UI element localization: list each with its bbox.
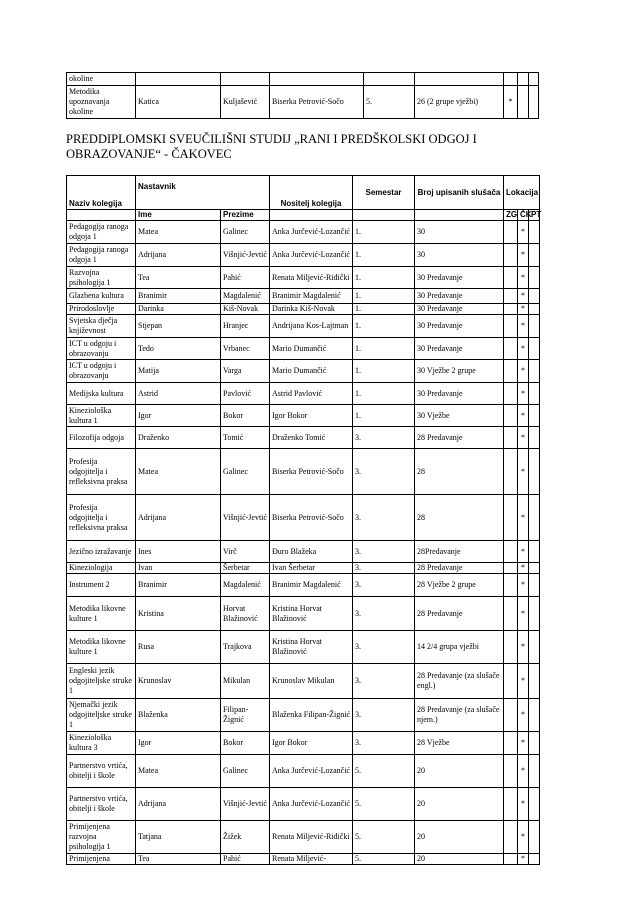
semester: 3.: [353, 495, 415, 541]
semester: 5.: [353, 755, 415, 788]
course-holder: Igor Bokor: [270, 405, 353, 427]
location-pt: [529, 574, 540, 597]
enrolled-count: 14 2/4 grupa vježbi: [415, 631, 504, 664]
first-name: Branimir: [136, 289, 221, 304]
location-pt: [529, 73, 539, 86]
location-zg: [504, 732, 518, 755]
course-holder: Andrijana Kos-Lajtman: [270, 315, 353, 338]
location-pt: [529, 427, 540, 449]
location-pt: [529, 244, 540, 267]
table-row: [67, 221, 540, 244]
last-name: [221, 73, 270, 86]
semester: 3.: [353, 732, 415, 755]
location-pt: [529, 854, 540, 865]
course-holder: Mario Dumančić: [270, 360, 353, 383]
last-name: Pavlović: [221, 383, 270, 405]
first-name: Matea: [136, 755, 221, 788]
semester: 3.: [353, 541, 415, 563]
first-name: [136, 73, 221, 86]
location-zg: [504, 427, 518, 449]
location-ck: *: [518, 267, 529, 289]
semester: 1.: [353, 315, 415, 338]
enrolled-count: 28: [415, 449, 504, 495]
first-name: Stjepan: [136, 315, 221, 338]
enrolled-count: 28 Predavanje: [415, 563, 504, 574]
course-holder: Blaženka Filipan-Žignić: [270, 699, 353, 732]
enrolled-count: 30 Vježbe: [415, 405, 504, 427]
table-row: [67, 541, 540, 563]
location-ck: *: [518, 338, 529, 360]
enrolled-count: 28 Predavanje (za slušače njem.): [415, 699, 504, 732]
course-name: Njemački jezik odgojiteljske struke 1: [67, 699, 136, 732]
last-name: Magdalenić: [221, 574, 270, 597]
location-ck: *: [518, 597, 529, 631]
location-zg: [504, 405, 518, 427]
enrolled-count: 30 Predavanje: [415, 383, 504, 405]
location-ck: *: [518, 495, 529, 541]
last-name: Višnjić-Jevtić: [221, 244, 270, 267]
semester: 1.: [353, 267, 415, 289]
table-header-row: [67, 176, 540, 210]
location-pt: [529, 821, 540, 854]
location-pt: [529, 631, 540, 664]
enrolled-count: 30: [415, 244, 504, 267]
table-row: [67, 289, 540, 304]
enrolled-count: 30 Predavanje: [415, 315, 504, 338]
semester: 5.: [353, 788, 415, 821]
course-holder: Renata Miljević-: [270, 854, 353, 865]
last-name: Trajkova: [221, 631, 270, 664]
location-ck: *: [518, 405, 529, 427]
last-name: Kiš-Novak: [221, 304, 270, 315]
last-name: Filipan-Žignić: [221, 699, 270, 732]
course-name: Glazbena kultura: [67, 289, 136, 304]
semester: 3.: [353, 563, 415, 574]
location-ck: *: [518, 755, 529, 788]
location-pt: [529, 221, 540, 244]
first-name: Ines: [136, 541, 221, 563]
table-row: [67, 304, 540, 315]
enrolled-count: 28 Predavanje: [415, 427, 504, 449]
table-row: [67, 244, 540, 267]
location-zg: [504, 304, 518, 315]
location-pt: [529, 449, 540, 495]
location-pt: [529, 405, 540, 427]
course-name: Partnerstvo vrtića, obitelji i škole: [67, 755, 136, 788]
header-pt: PT: [529, 210, 540, 221]
location-zg: [504, 221, 518, 244]
location-zg: [504, 360, 518, 383]
location-pt: [529, 495, 540, 541]
subheader-empty: [270, 210, 353, 221]
table-row: [67, 267, 540, 289]
course-holder: Branimir Magdalenić: [270, 574, 353, 597]
course-name: Engleski jezik odgojiteljske struke 1: [67, 664, 136, 699]
course-name: okoline: [67, 73, 136, 86]
course-name: Pedagogija ranoga odgoja 1: [67, 221, 136, 244]
enrolled-count: 20: [415, 821, 504, 854]
location-zg: [504, 854, 518, 865]
course-holder: Krunoslav Mikulan: [270, 664, 353, 699]
course-holder: Draženko Tomić: [270, 427, 353, 449]
semester: [364, 73, 415, 86]
enrolled-count: 28 Predavanje (za slušače engl.): [415, 664, 504, 699]
location-ck: *: [518, 563, 529, 574]
location-pt: [529, 338, 540, 360]
first-name: Astrid: [136, 383, 221, 405]
table-row: [67, 699, 540, 732]
course-name: Pedagogija ranoga odgoja 1: [67, 244, 136, 267]
table-row: [67, 755, 540, 788]
location-zg: [504, 315, 518, 338]
location-zg: [504, 563, 518, 574]
table-row: [67, 73, 539, 86]
location-ck: *: [518, 732, 529, 755]
semester: 1.: [353, 338, 415, 360]
location-ck: *: [518, 574, 529, 597]
course-holder: Kristina Horvat Blažinović: [270, 631, 353, 664]
last-name: Hranjec: [221, 315, 270, 338]
header-teacher: Nastavnik: [136, 176, 270, 210]
table-row: [67, 315, 540, 338]
table-row: [67, 821, 540, 854]
first-name: Kristina: [136, 597, 221, 631]
table-row: [67, 427, 540, 449]
section-heading: PREDDIPLOMSKI SVEUČILIŠNI STUDIJ „RANI I PREDŠKOLSKI ODGOJ I OBRAZOVANJE“ - ČAKOVEC: [66, 132, 477, 161]
location-ck: *: [518, 427, 529, 449]
course-name: Profesija odgojitelja i refleksivna praksa: [67, 495, 136, 541]
header-course-holder: Nositelj kolegija: [270, 176, 353, 210]
last-name: Horvat Blažinović: [221, 597, 270, 631]
location-zg: [504, 449, 518, 495]
course-name: Profesija odgojitelja i refleksivna praksa: [67, 449, 136, 495]
last-name: Pahić: [221, 267, 270, 289]
course-holder: Biserka Petrović-Sočo: [270, 449, 353, 495]
location-pt: [529, 86, 539, 119]
header-ck: ČK: [518, 210, 529, 221]
course-holder: Đuro Blažeka: [270, 541, 353, 563]
location-ck: [518, 73, 529, 86]
semester: 1.: [353, 304, 415, 315]
first-name: Draženko: [136, 427, 221, 449]
semester: 3.: [353, 699, 415, 732]
table-row: [67, 495, 540, 541]
location-zg: [504, 541, 518, 563]
semester: 3.: [353, 597, 415, 631]
table-row: [67, 631, 540, 664]
last-name: Šerbetar: [221, 563, 270, 574]
enrolled-count: 26 (2 grupe vježbi): [415, 86, 504, 119]
enrolled-count: 28 Vježbe: [415, 732, 504, 755]
course-name: Primijenjena razvojna psihologija 1: [67, 821, 136, 854]
location-ck: *: [518, 854, 529, 865]
course-name: Partnerstvo vrtića, obitelji i škole: [67, 788, 136, 821]
first-name: Adrijana: [136, 788, 221, 821]
location-pt: [529, 315, 540, 338]
course-holder: Ivan Šerbetar: [270, 563, 353, 574]
last-name: Tomić: [221, 427, 270, 449]
course-holder: Igor Bokor: [270, 732, 353, 755]
location-ck: *: [518, 699, 529, 732]
course-name: Metodika likovne kulture 1: [67, 631, 136, 664]
table-row: [67, 449, 540, 495]
first-name: Katica: [136, 86, 221, 119]
enrolled-count: 28 Vježbe 2 grupe: [415, 574, 504, 597]
enrolled-count: 30 Predavanje: [415, 289, 504, 304]
location-pt: [529, 597, 540, 631]
first-name: Adrijana: [136, 244, 221, 267]
semester: 1.: [353, 383, 415, 405]
last-name: Bokor: [221, 405, 270, 427]
location-ck: *: [518, 821, 529, 854]
table-row: [67, 360, 540, 383]
top-table-body: [67, 73, 539, 119]
location-ck: *: [518, 664, 529, 699]
subheader-empty: [415, 210, 504, 221]
location-ck: *: [518, 383, 529, 405]
course-holder: Renata Miljević-Riđički: [270, 267, 353, 289]
course-holder: Anka Jurčević-Lozančić: [270, 755, 353, 788]
semester: 3.: [353, 449, 415, 495]
course-holder: Darinka Kiš-Novak: [270, 304, 353, 315]
enrolled-count: [415, 73, 504, 86]
last-name: Pahić: [221, 854, 270, 865]
course-name: Svjetska dječja književnost: [67, 315, 136, 338]
semester: 1.: [353, 289, 415, 304]
course-table: [66, 175, 540, 865]
first-name: Adrijana: [136, 495, 221, 541]
enrolled-count: 28Predavanje: [415, 541, 504, 563]
course-name: ICT u odgoju i obrazovanju: [67, 338, 136, 360]
location-zg: [504, 597, 518, 631]
first-name: Igor: [136, 732, 221, 755]
first-name: Matea: [136, 221, 221, 244]
course-name: Kineziologija: [67, 563, 136, 574]
semester: 3.: [353, 574, 415, 597]
first-name: Rusa: [136, 631, 221, 664]
first-name: Matea: [136, 449, 221, 495]
location-pt: [529, 563, 540, 574]
header-first-name: Ime: [136, 210, 221, 221]
first-name: Tea: [136, 267, 221, 289]
header-course-name: Naziv kolegija: [67, 176, 136, 210]
course-holder: Anka Jurčević-Lozančić: [270, 221, 353, 244]
location-pt: [529, 383, 540, 405]
course-name: Metodika upoznavanja okoline: [67, 86, 136, 119]
location-zg: *: [504, 86, 518, 119]
location-ck: *: [518, 449, 529, 495]
enrolled-count: 28: [415, 495, 504, 541]
table-row: [67, 383, 540, 405]
semester: 3.: [353, 427, 415, 449]
location-ck: *: [518, 289, 529, 304]
location-zg: [504, 267, 518, 289]
last-name: Virč: [221, 541, 270, 563]
location-pt: [529, 267, 540, 289]
course-holder: Anka Jurčević-Lozančić: [270, 788, 353, 821]
course-name: Metodika likovne kulture 1: [67, 597, 136, 631]
location-zg: [504, 631, 518, 664]
table-row: [67, 574, 540, 597]
last-name: Mikulan: [221, 664, 270, 699]
first-name: Krunoslav: [136, 664, 221, 699]
location-ck: *: [518, 631, 529, 664]
table-row: [67, 405, 540, 427]
semester: 5.: [364, 86, 415, 119]
course-holder: Astrid Pavlović: [270, 383, 353, 405]
first-name: Darinka: [136, 304, 221, 315]
header-last-name: Prezime: [221, 210, 270, 221]
enrolled-count: 30 Predavanje: [415, 338, 504, 360]
table-row: [67, 597, 540, 631]
location-zg: [504, 574, 518, 597]
location-pt: [529, 788, 540, 821]
course-holder: Biserka Petrović-Sočo: [270, 495, 353, 541]
first-name: Tedo: [136, 338, 221, 360]
header-zg: ZG: [504, 210, 518, 221]
table-row: [67, 563, 540, 574]
location-zg: [504, 289, 518, 304]
subheader-empty: [67, 210, 136, 221]
enrolled-count: 30 Predavanje: [415, 304, 504, 315]
location-zg: [504, 244, 518, 267]
first-name: Tea: [136, 854, 221, 865]
last-name: Galinec: [221, 755, 270, 788]
location-zg: [504, 821, 518, 854]
enrolled-count: 20: [415, 854, 504, 865]
last-name: Bokor: [221, 732, 270, 755]
course-holder: [270, 73, 364, 86]
header-semester: Semestar: [353, 176, 415, 210]
course-name: Primijenjena: [67, 854, 136, 865]
top-course-table: [66, 72, 539, 119]
location-pt: [529, 289, 540, 304]
location-pt: [529, 664, 540, 699]
course-holder: Mario Dumančić: [270, 338, 353, 360]
last-name: Kuljašević: [221, 86, 270, 119]
semester: 1.: [353, 221, 415, 244]
location-zg: [504, 338, 518, 360]
enrolled-count: 30: [415, 221, 504, 244]
semester: 5.: [353, 854, 415, 865]
location-zg: [504, 788, 518, 821]
location-pt: [529, 699, 540, 732]
last-name: Galinec: [221, 449, 270, 495]
first-name: Branimir: [136, 574, 221, 597]
enrolled-count: 28 Predavanje: [415, 597, 504, 631]
first-name: Matija: [136, 360, 221, 383]
first-name: Ivan: [136, 563, 221, 574]
course-name: Filozofija odgoja: [67, 427, 136, 449]
course-holder: Biserka Petrović-Sočo: [270, 86, 364, 119]
location-pt: [529, 541, 540, 563]
location-ck: *: [518, 244, 529, 267]
header-location: Lokacija: [504, 176, 540, 210]
location-ck: *: [518, 541, 529, 563]
location-ck: *: [518, 304, 529, 315]
course-name: Kineziološka kultura 3: [67, 732, 136, 755]
table-row: [67, 86, 539, 119]
course-holder: Anka Jurčević-Lozančić: [270, 244, 353, 267]
location-ck: *: [518, 221, 529, 244]
location-zg: [504, 699, 518, 732]
location-zg: [504, 755, 518, 788]
course-name: Jezično izražavanje: [67, 541, 136, 563]
location-zg: [504, 495, 518, 541]
course-name: Medijska kultura: [67, 383, 136, 405]
table-subheader-row: [67, 210, 540, 221]
table-row: [67, 732, 540, 755]
course-name: Instrument 2: [67, 574, 136, 597]
semester: 3.: [353, 631, 415, 664]
last-name: Galinec: [221, 221, 270, 244]
semester: 5.: [353, 821, 415, 854]
table-row: [67, 788, 540, 821]
course-table-body: [67, 176, 540, 865]
subheader-empty: [353, 210, 415, 221]
course-holder: Branimir Magdalenić: [270, 289, 353, 304]
location-pt: [529, 360, 540, 383]
last-name: Višnjić-Jevtić: [221, 495, 270, 541]
first-name: Igor: [136, 405, 221, 427]
location-pt: [529, 755, 540, 788]
enrolled-count: 20: [415, 788, 504, 821]
location-ck: *: [518, 315, 529, 338]
location-ck: [518, 86, 529, 119]
location-zg: [504, 383, 518, 405]
last-name: Višnjić-Jevtić: [221, 788, 270, 821]
table-row: [67, 338, 540, 360]
last-name: Vrbanec: [221, 338, 270, 360]
enrolled-count: 30 Vježbe 2 grupe: [415, 360, 504, 383]
first-name: Tatjana: [136, 821, 221, 854]
location-zg: [504, 73, 518, 86]
semester: 1.: [353, 360, 415, 383]
first-name: Blaženka: [136, 699, 221, 732]
location-ck: *: [518, 360, 529, 383]
location-ck: *: [518, 788, 529, 821]
course-holder: Renata Miljević-Riđički: [270, 821, 353, 854]
semester: 1.: [353, 405, 415, 427]
semester: 3.: [353, 664, 415, 699]
location-pt: [529, 732, 540, 755]
location-zg: [504, 664, 518, 699]
course-name: Kineziološka kultura 1: [67, 405, 136, 427]
table-row: [67, 854, 540, 865]
table-row: [67, 664, 540, 699]
semester: 1.: [353, 244, 415, 267]
course-name: Razvojna psihologija 1: [67, 267, 136, 289]
header-enrolled: Broj upisanih slušača: [415, 176, 504, 210]
last-name: Magdalenić: [221, 289, 270, 304]
course-name: ICT u odgoju i obrazovanju: [67, 360, 136, 383]
enrolled-count: 20: [415, 755, 504, 788]
location-pt: [529, 304, 540, 315]
last-name: Žižek: [221, 821, 270, 854]
course-name: Prirodoslovlje: [67, 304, 136, 315]
enrolled-count: 30 Predavanje: [415, 267, 504, 289]
last-name: Varga: [221, 360, 270, 383]
course-holder: Kristina Horvat Blažinović: [270, 597, 353, 631]
